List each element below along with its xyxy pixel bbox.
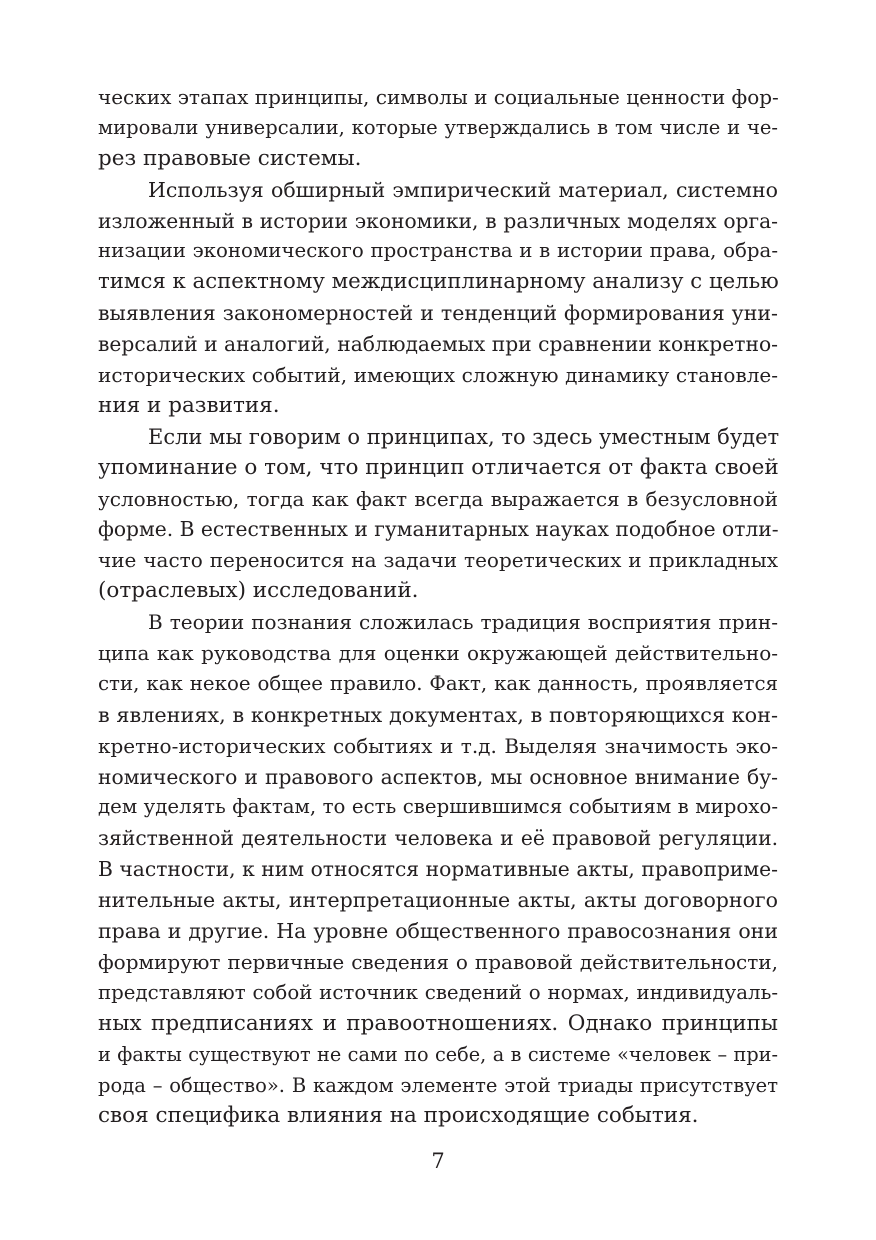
page-body [98,82,778,1132]
page-number: 7 [431,1149,445,1173]
text-line: мировали универсалии, которые утверждались в том числе и че- [98,115,778,139]
text-line: ческих этапах принципы, символы и социальные ценности фор- [98,85,779,109]
text-line: ния и развития. [98,392,280,418]
text-line: дем уделять фактам, то есть свершившимся событиям в мирохо- [98,795,778,819]
text-line: рез правовые системы. [98,145,362,171]
text-line: рода – общество». В каждом элементе этой триады присутствует [98,1073,778,1097]
text-line: форме. В естественных и гуманитарных науках подобное отли- [98,517,779,542]
text-line: условностью, тогда как факт всегда выражается в безусловной [98,486,778,511]
text-line: В частности, к ним относятся нормативные акты, правоприме- [98,857,778,882]
text-line: ципа как руководства для оценки окружающей действительно- [98,641,778,666]
text-line: формируют первичные сведения о правовой действительности, [98,949,778,974]
text-line: в явлениях, в конкретных документах, в повторяющихся кон- [98,702,778,727]
text-line: чие часто переносится на задачи теоретических и прикладных [98,548,778,573]
text-line: исторических событий, имеющих сложную динамику становле- [98,363,778,388]
text-line: Используя обширный эмпирический материал, системно [148,177,778,202]
text-line: сти, как некое общее правило. Факт, как данность, проявляется [98,671,778,695]
text-line: (отраслевых) исследований. [98,578,419,604]
text-line: номического и правового аспектов, мы основное внимание бу- [98,764,778,789]
text-line: и факты существуют не сами по себе, а в системе «человек – при- [98,1042,778,1066]
paragraph-2 [98,175,778,422]
text-line: версалий и аналогий, наблюдаемых при сравнении конкретно- [98,332,778,357]
text-line: В теории познания сложилась традиция восприятия прин- [148,610,778,635]
text-line: низации экономического пространства и в истории права, обра- [98,239,778,263]
text-line: изложенный в истории экономики, в различных моделях орга- [98,208,778,233]
paragraph-1 [98,82,778,175]
text-line: упоминание о том, что принцип отличается от факта своей [98,454,779,480]
text-line: нительные акты, интерпретационные акты, акты договорного [98,888,778,913]
text-line: тимся к аспектному междисциплинарному анализу с целью [98,269,779,295]
text-line: кретно-исторических событиях и т.д. Выделяя значимость эко- [98,733,778,758]
text-line: зяйственной деятельности человека и её правовой регуляции. [98,826,778,851]
text-line: права и другие. На уровне общественного правосознания они [98,919,778,944]
text-line: ных предписаниях и правоотношениях. Однако принципы [98,1010,778,1036]
text-line: выявления закономерностей и тенденций формирования уни- [98,301,778,326]
paragraph-4 [98,607,778,1132]
text-line: представляют собой источник сведений о нормах, индивидуаль- [98,980,778,1004]
text-line: своя специфика влияния на происходящие события. [98,1103,699,1129]
text-line: Если мы говорим о принципах, то здесь уместным будет [148,424,780,449]
paragraph-3 [98,422,778,607]
